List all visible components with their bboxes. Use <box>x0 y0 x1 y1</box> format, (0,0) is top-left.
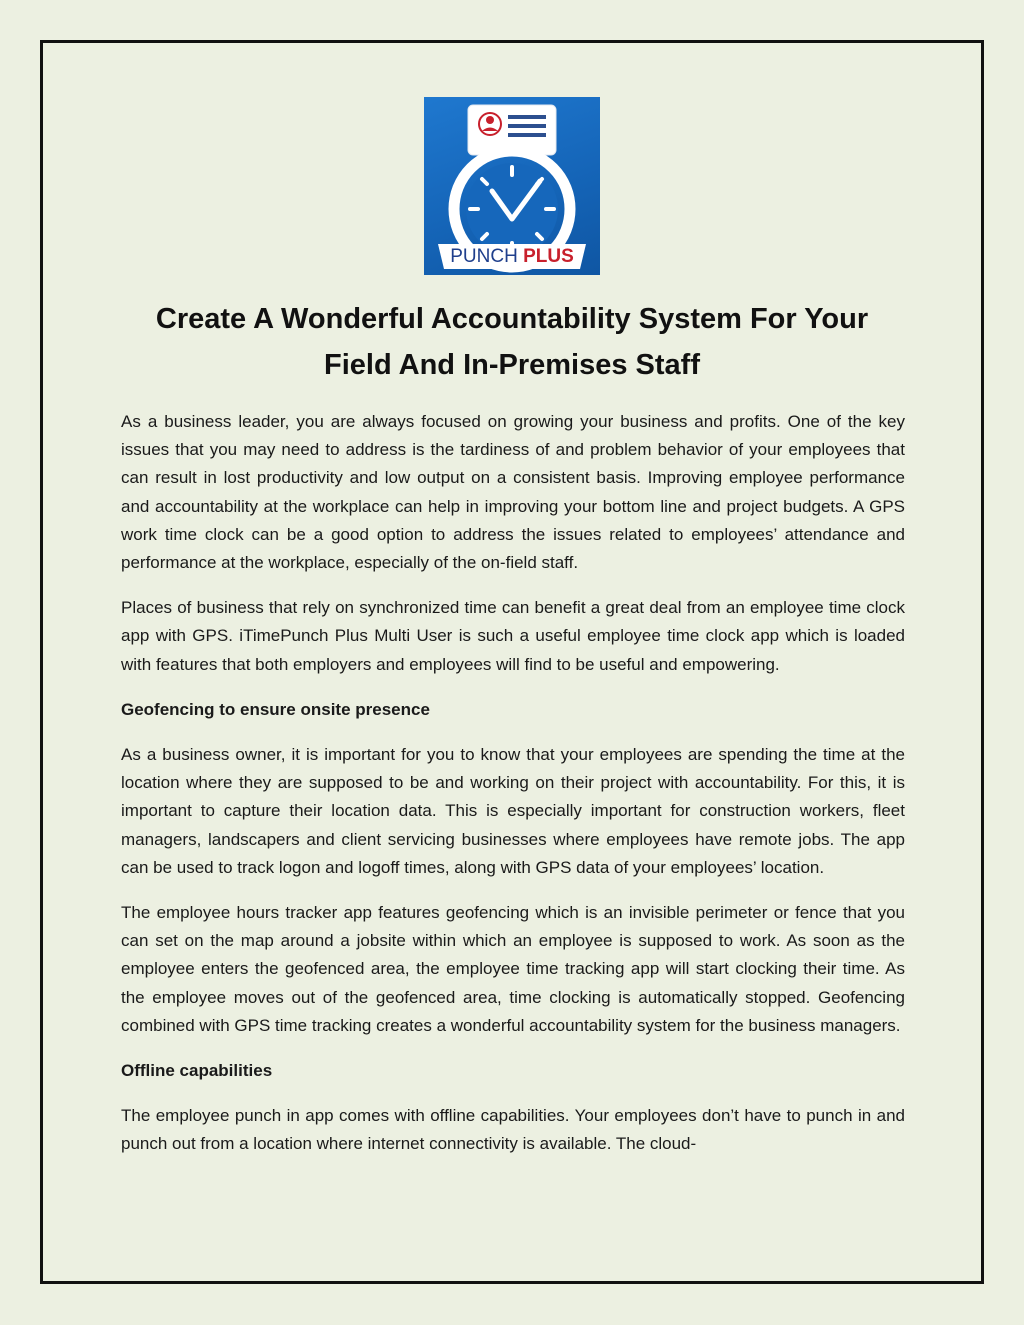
logo-text-plus: PLUS <box>523 246 574 267</box>
article-body <box>121 408 905 1176</box>
punch-plus-logo <box>424 97 600 275</box>
section-heading: Offline capabilities <box>121 1061 273 1081</box>
paragraph: The employee hours tracker app features geofencing which is an invisible perimeter or fence that you can set on the map around a jobsite within which an employee is supposed to work. As soon as the employee enters the geofenced area, the employee time tracking app will start clocking their time. As the employee moves out of the geofenced area, time clocking is automatically stopped. Geofencing combined with GPS time tracking creates a wonderful accountability system for the business managers. <box>121 903 905 1035</box>
section-heading: Geofencing to ensure onsite presence <box>121 699 430 719</box>
paragraph: Places of business that rely on synchronized time can benefit a great deal from an employee time clock app with GPS. iTimePunch Plus Multi User is such a useful employee time clock app which is loaded with features that both employers and employees will find to be useful and empowering. <box>121 598 905 674</box>
paragraph: As a business owner, it is important for you to know that your employees are spending the time at the location where they are supposed to be and working on their project with accountability. For this, it is important to capture their location data. This is especially important for construction workers, fleet managers, landscapers and client servicing businesses where employees have remote jobs. The app can be used to track logon and logoff times, along with GPS data of your employees’ location. <box>121 745 905 877</box>
logo-text-punch: PUNCH <box>450 246 518 267</box>
document-page <box>40 40 984 1284</box>
title-line-2: Field And In-Premises Staff <box>324 349 700 381</box>
paragraph: The employee punch in app comes with offline capabilities. Your employees don’t have to punch in and punch out from a location where internet connectivity is available. The cloud- <box>121 1106 905 1154</box>
paragraph: As a business leader, you are always focused on growing your business and profits. One of the key issues that you may need to address is the tardiness of and problem behavior of your employees that can result in lost productivity and low output on a consistent basis. Improving employee performance and accountability at the workplace can help in improving your bottom line and project budgets. A GPS work time clock can be a good option to address the issues related to employees’ attendance and performance at the workplace, especially of the on-field staff. <box>121 412 905 573</box>
article-title <box>43 296 981 388</box>
title-line-1: Create A Wonderful Accountability System For Your <box>155 303 869 335</box>
